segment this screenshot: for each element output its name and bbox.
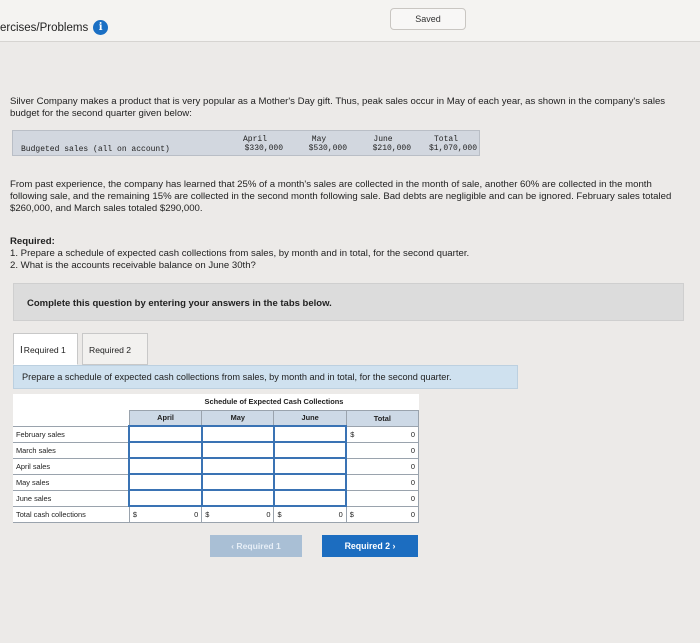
total-june: $ 0 <box>274 506 346 522</box>
total-total: $ 0 <box>346 506 418 522</box>
february-june-input[interactable] <box>274 426 346 442</box>
row-label: June sales <box>13 490 129 506</box>
march-june-input[interactable] <box>274 442 346 458</box>
row-label: April sales <box>13 458 129 474</box>
may-may-input[interactable] <box>202 474 274 490</box>
col-header-may: May <box>202 410 274 426</box>
saved-badge: Saved <box>390 8 466 30</box>
row-label: February sales <box>13 426 129 442</box>
instruction-bar: Prepare a schedule of expected cash collections from sales, by month and in total, for the second quarter. <box>13 365 518 389</box>
chevron-left-icon: ‹ <box>231 541 235 551</box>
april-june-input[interactable] <box>274 458 346 474</box>
june-may-input[interactable] <box>202 490 274 506</box>
may-april-input[interactable] <box>129 474 201 490</box>
tab-required-2[interactable]: Required 2 <box>82 333 148 365</box>
breadcrumb[interactable] <box>0 20 108 35</box>
table-row <box>13 426 419 442</box>
row-label: Total cash collections <box>13 506 129 522</box>
budget-col-april: April $330,000 <box>242 135 283 153</box>
february-total: $ 0 <box>346 426 418 442</box>
table-row <box>13 490 419 506</box>
required-1-text: 1. Prepare a schedule of expected cash collections from sales, by month and in total, for the second quarter. <box>10 248 470 259</box>
next-required-button[interactable]: Required 2 › <box>322 535 418 557</box>
col-header-june: June <box>274 410 346 426</box>
february-may-input[interactable] <box>202 426 274 442</box>
budget-row-label: Budgeted sales (all on account) <box>21 145 170 154</box>
breadcrumb-label: ercises/Problems <box>0 21 89 34</box>
may-june-input[interactable] <box>274 474 346 490</box>
info-icon[interactable]: i <box>93 20 108 35</box>
june-april-input[interactable] <box>129 490 201 506</box>
table-row-total <box>13 506 419 522</box>
budget-col-total: Total $1,070,000 <box>428 135 477 153</box>
march-april-input[interactable] <box>129 442 201 458</box>
june-total: 0 <box>346 490 418 506</box>
april-total: 0 <box>346 458 418 474</box>
june-june-input[interactable] <box>274 490 346 506</box>
col-header-total: Total <box>346 410 418 426</box>
row-label: March sales <box>13 442 129 458</box>
complete-question-box: Complete this question by entering your answers in the tabs below. <box>13 283 684 321</box>
row-label: May sales <box>13 474 129 490</box>
chevron-right-icon: › <box>392 541 396 551</box>
march-may-input[interactable] <box>202 442 274 458</box>
february-april-input[interactable] <box>129 426 201 442</box>
schedule-title: Schedule of Expected Cash Collections <box>129 394 418 410</box>
required-2-text: 2. What is the accounts receivable balance on June 30th? <box>10 260 256 271</box>
april-may-input[interactable] <box>202 458 274 474</box>
cash-collections-schedule <box>13 394 419 523</box>
may-total: 0 <box>346 474 418 490</box>
text-cursor-icon: I <box>20 345 23 356</box>
problem-paragraph: From past experience, the company has learned that 25% of a month's sales are collected in the month of sale, another 60% are collected in the month following sale, and the remaining 15% are collected in the second month following sale. Bad debts are negligible and can be ignored. February sales totaled $260,000, and March sales totaled $290,000. <box>10 179 672 214</box>
tab-required-1[interactable]: IRequired 1 <box>13 333 78 365</box>
april-april-input[interactable] <box>129 458 201 474</box>
march-total: 0 <box>346 442 418 458</box>
budget-col-june: June $210,000 <box>372 135 411 153</box>
problem-intro: Silver Company makes a product that is very popular as a Mother's Day gift. Thus, peak sales occur in May of each year, as shown in the company's sales budget for the second quarter given below: <box>10 96 666 119</box>
col-header-april: April <box>129 410 201 426</box>
top-bar <box>0 0 700 42</box>
total-april: $ 0 <box>129 506 201 522</box>
required-title: Required: <box>10 236 55 247</box>
required-block <box>10 236 690 272</box>
table-row <box>13 442 419 458</box>
budget-table <box>12 130 480 156</box>
table-row <box>13 458 419 474</box>
total-may: $ 0 <box>202 506 274 522</box>
prev-required-button[interactable]: ‹ Required 1 <box>210 535 302 557</box>
budget-col-may: May $530,000 <box>308 135 347 153</box>
table-row <box>13 474 419 490</box>
